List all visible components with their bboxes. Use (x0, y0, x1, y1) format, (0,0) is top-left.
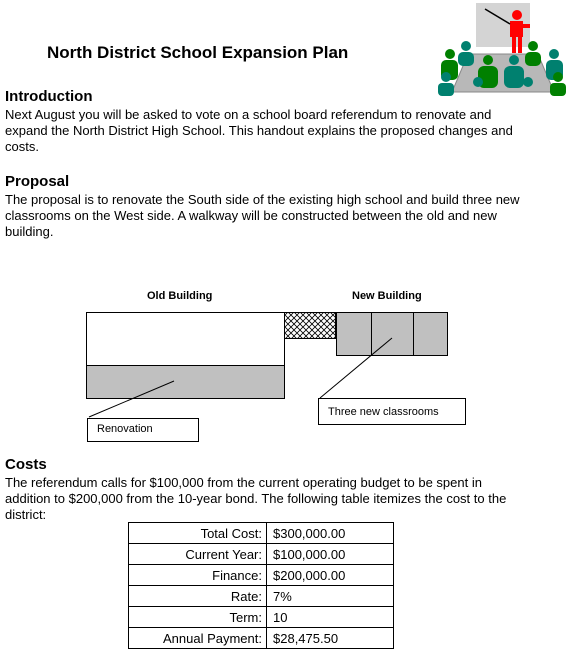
renovation-area (87, 366, 285, 399)
presenter-meeting-clipart-icon (438, 2, 568, 96)
cost-table (128, 522, 394, 649)
costs-text: The referendum calls for $100,000 from the current operating budget to be spent in addition to $200,000 from the 10-year bond. The following table itemizes the cost to the district: (5, 475, 507, 522)
introduction-text: Next August you will be asked to vote on a school board referendum to renovate and expand the North District High School. This handout explains the proposed changes and costs. (5, 107, 513, 154)
table-row (129, 586, 394, 607)
old-building-label: Old Building (147, 290, 213, 302)
table-row (129, 544, 394, 565)
table-row (129, 565, 394, 586)
classrooms-callout: Three new classrooms (318, 398, 466, 425)
cost-value: $300,000.00 (267, 523, 394, 544)
cost-label: Rate: (129, 586, 267, 607)
cost-value: 10 (267, 607, 394, 628)
cost-value: $28,475.50 (267, 628, 394, 649)
introduction-heading: Introduction (5, 88, 93, 105)
cost-label: Total Cost: (129, 523, 267, 544)
cost-label: Current Year: (129, 544, 267, 565)
cost-value: $100,000.00 (267, 544, 394, 565)
cost-label: Term: (129, 607, 267, 628)
costs-heading: Costs (5, 456, 47, 473)
cost-value: $200,000.00 (267, 565, 394, 586)
cost-label: Finance: (129, 565, 267, 586)
proposal-heading: Proposal (5, 173, 70, 190)
table-row (129, 628, 394, 649)
cost-value: 7% (267, 586, 394, 607)
proposal-text: The proposal is to renovate the South side of the existing high school and build three new classrooms on the West side. A walkway will be constructed between the old and new building. (5, 192, 520, 239)
renovation-callout: Renovation (87, 418, 199, 442)
document-title: North District School Expansion Plan (47, 43, 349, 62)
building-diagram (0, 300, 569, 450)
table-row (129, 607, 394, 628)
new-building (337, 313, 448, 356)
walkway (285, 313, 336, 339)
cost-label: Annual Payment: (129, 628, 267, 649)
table-row (129, 523, 394, 544)
new-building-label: New Building (352, 290, 422, 302)
